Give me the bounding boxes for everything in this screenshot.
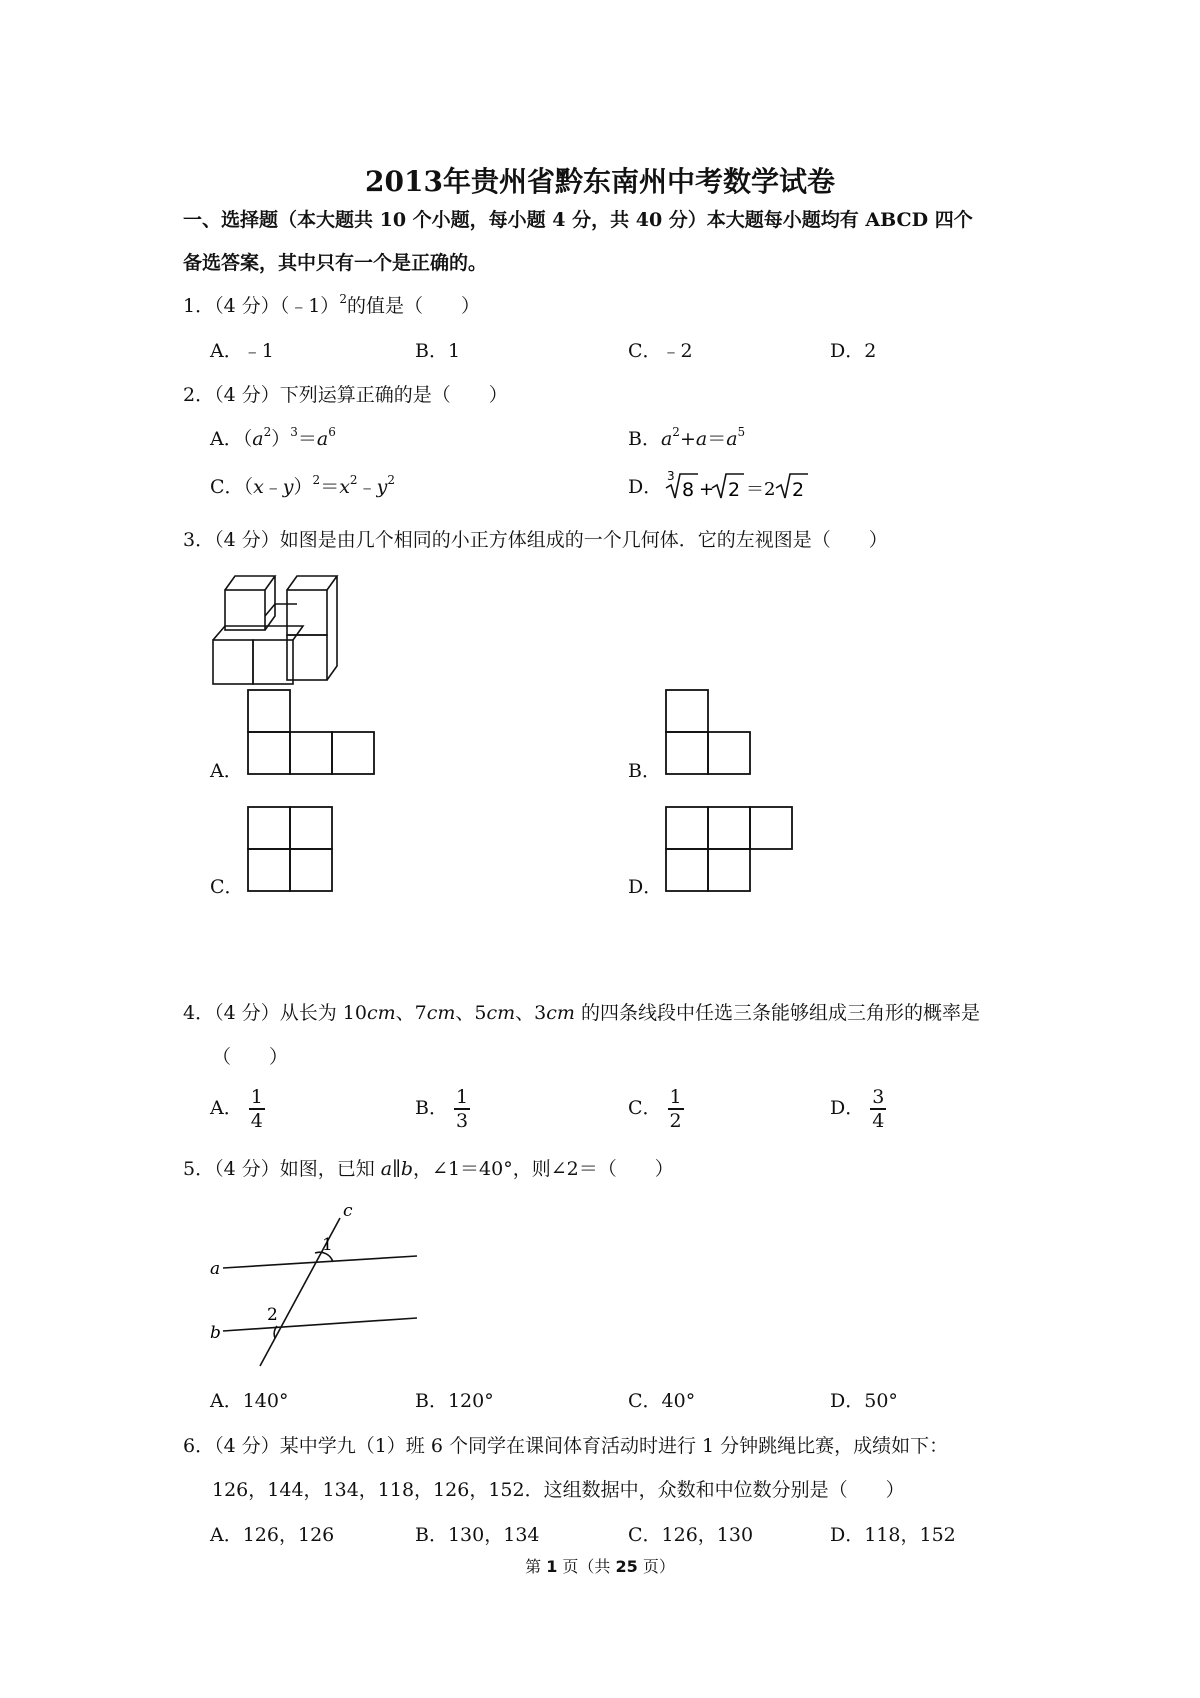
question-4-stem: 4．（4 分）从长为 10cm、7cm、5cm、3cm 的四条线段中任选三条能够组成三角形的概率是	[183, 1002, 980, 1024]
q6-option-a: A．126，126	[210, 1524, 335, 1546]
svg-text:8: 8	[682, 479, 695, 501]
q2-option-a: A．$(a^2)^3=a^6$	[210, 425, 336, 450]
question-2-stem: 2．（4 分）下列运算正确的是（ ）	[183, 384, 508, 406]
q1-option-b: B．1	[415, 340, 461, 362]
label-b: b	[210, 1323, 221, 1343]
q2-option-b: B．$a^2+a=a^5$	[628, 425, 746, 450]
q3-option-c-figure	[245, 804, 345, 894]
section-heading-line2: 备选答案，其中只有一个是正确的。	[183, 252, 488, 274]
q5-option-b: B．120°	[415, 1390, 494, 1412]
fraction: $\frac{1}{4}$	[250, 1086, 263, 1132]
question-1-stem: 1．（4 分）（﹣1）$^2$的值是（ ）	[183, 292, 480, 317]
q5-option-c: C．40°	[628, 1390, 696, 1412]
page-title: 2013年贵州省黔东南州中考数学试卷	[365, 165, 835, 198]
line-b	[223, 1318, 417, 1331]
q3-option-d-figure	[663, 804, 803, 894]
q5-parallel-lines-figure	[205, 1198, 425, 1373]
question-5-stem: 5．（4 分）如图，已知 a∥b，∠1＝40°，则∠2＝（ ）	[183, 1158, 674, 1180]
q4-option-b: B． $\frac{1}{3}$	[415, 1086, 469, 1132]
section-heading-line1: 一、选择题（本大题共 10 个小题，每小题 4 分，共 40 分）本大题每小题均有 ABCD 四个	[183, 209, 973, 231]
q3-option-b: B．	[628, 760, 661, 782]
page-footer: 第 1 页（共 25 页）	[525, 1557, 675, 1576]
question-6-line2: 126，144，134，118，126，152．这组数据中，众数和中位数分别是（ ）	[212, 1479, 905, 1501]
svg-text:2: 2	[792, 479, 805, 501]
q2-option-d-radicals	[664, 468, 814, 502]
svg-text:3: 3	[667, 469, 675, 483]
question-4-paren: （ ）	[212, 1046, 289, 1068]
question-3-stem: 3．（4 分）如图是由几个相同的小正方体组成的一个几何体．它的左视图是（ ）	[183, 529, 888, 551]
svg-text:+: +	[699, 479, 715, 500]
q1-option-d: D．2	[830, 340, 877, 362]
q3-option-a: A．	[210, 760, 243, 782]
question-6-stem: 6．（4 分）某中学九（1）班 6 个同学在课间体育活动时进行 1 分钟跳绳比赛，成绩如下：	[183, 1435, 949, 1457]
q6-option-b: B．130，134	[415, 1524, 540, 1546]
q4-option-c: C． $\frac{1}{2}$	[628, 1086, 682, 1132]
q1-option-a: A．﹣1	[210, 340, 274, 362]
q3-option-d: D．	[628, 876, 663, 898]
q2-option-c: C．$(x﹣y)^2=x^2﹣y^2$	[210, 473, 395, 498]
q6-option-d: D．118，152	[830, 1524, 956, 1546]
label-c: c	[343, 1201, 353, 1221]
q1-option-c: C．﹣2	[628, 340, 693, 362]
q5-option-a: A．140°	[210, 1390, 289, 1412]
fraction: $\frac{1}{3}$	[455, 1086, 469, 1132]
q4-option-d: D． $\frac{3}{4}$	[830, 1086, 885, 1132]
line-a	[223, 1256, 417, 1268]
q3-option-b-figure	[663, 687, 763, 777]
label-a: a	[210, 1259, 221, 1279]
q3-option-a-figure	[245, 687, 385, 777]
q6-option-c: C．126，130	[628, 1524, 754, 1546]
label-angle-1: 1	[322, 1235, 333, 1255]
q4-option-a: A． $\frac{1}{4}$	[210, 1086, 263, 1132]
label-angle-2: 2	[267, 1305, 278, 1325]
svg-text:2: 2	[728, 479, 741, 501]
fraction: $\frac{3}{4}$	[872, 1086, 885, 1132]
svg-text:＝2: ＝2	[746, 479, 776, 500]
fraction: $\frac{1}{2}$	[669, 1086, 682, 1132]
q5-option-d: D．50°	[830, 1390, 898, 1412]
q3-option-c: C．	[210, 876, 244, 898]
q2-option-d: D．	[628, 476, 663, 498]
